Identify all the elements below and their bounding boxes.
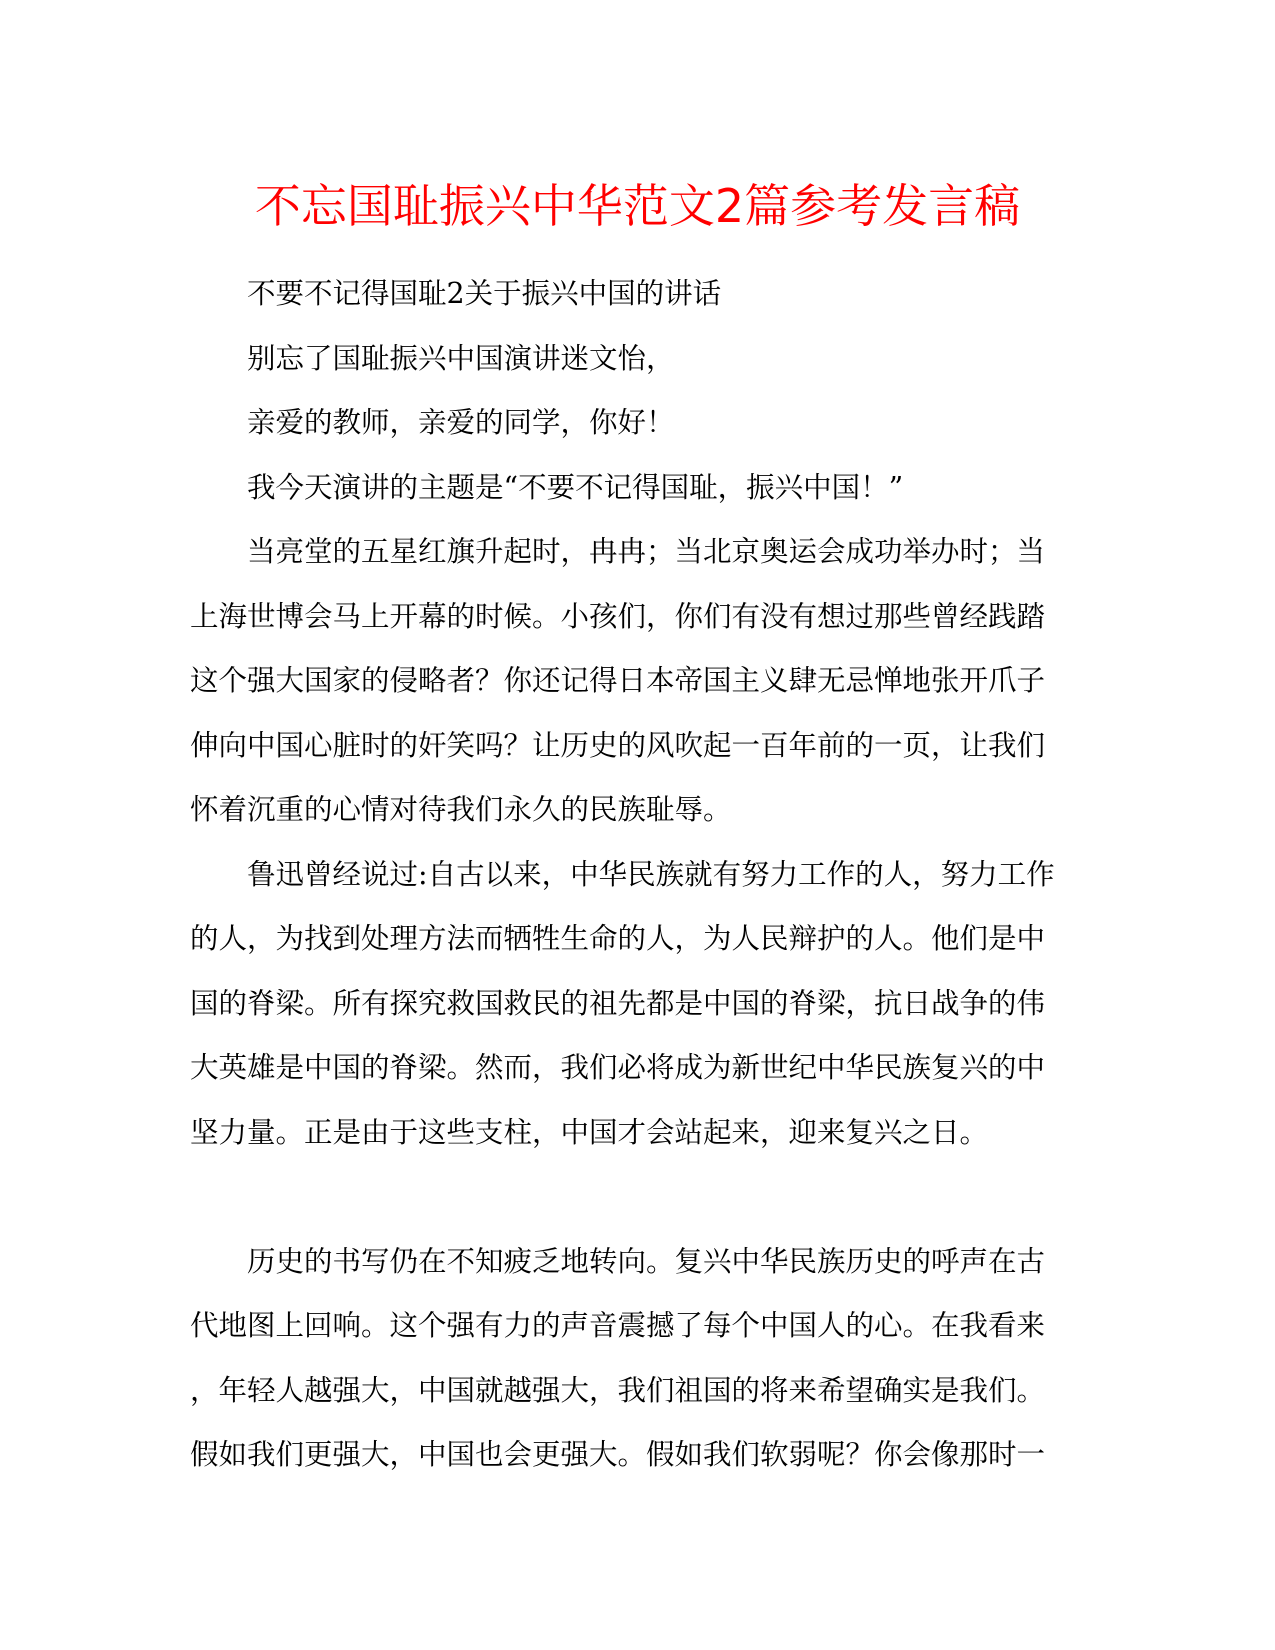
document-title: 不忘国耻振兴中华范文2篇参考发言稿 [254, 179, 1021, 233]
text-line: 大英雄是中国的脊梁。然而，我们必将成为新世纪中华民族复兴的中 [190, 1051, 1046, 1084]
text-line: 的人，为找到处理方法而牺牲生命的人，为人民辩护的人。他们是中 [190, 922, 1046, 955]
text-line: ，年轻人越强大，中国就越强大，我们祖国的将来希望确实是我们。 [190, 1373, 1046, 1407]
text-line: 不要不记得国耻2关于振兴中国的讲话 [247, 277, 722, 310]
paragraph [190, 391, 1090, 456]
paragraph [190, 843, 1090, 1166]
text-line: 鲁迅曾经说过:自古以来，中华民族就有努力工作的人，努力工作 [247, 857, 1055, 891]
paragraph [190, 520, 1090, 843]
text-line: 坚力量。正是由于这些支柱，中国才会站起来，迎来复兴之日。 [190, 1115, 989, 1149]
paragraph [190, 456, 1090, 521]
paragraph [190, 262, 1090, 327]
text-line: 历史的书写仍在不知疲乏地转向。复兴中华民族历史的呼声在古 [247, 1244, 1046, 1278]
text-line: 伸向中国心脏时的奸笑吗？让历史的风吹起一百年前的一页，让我们 [190, 728, 1046, 762]
text-line: 当亮堂的五星红旗升起时，冉冉；当北京奥运会成功举办时；当 [247, 535, 1046, 568]
text-line: 别忘了国耻振兴中国演讲迷文怡， [247, 341, 675, 375]
text-line: 我今天演讲的主题是“不要不记得国耻，振兴中国！” [247, 470, 904, 504]
text-line: 这个强大国家的侵略者？你还记得日本帝国主义肆无忌惮地张开爪子 [190, 664, 1046, 697]
text-line: 代地图上回响。这个强有力的声音震撼了每个中国人的心。在我看来 [190, 1309, 1046, 1342]
text-line: 亲爱的教师，亲爱的同学，你好！ [247, 406, 675, 439]
text-line: 上海世博会马上开幕的时候。小孩们，你们有没有想过那些曾经践踏 [190, 599, 1046, 633]
text-line: 假如我们更强大，中国也会更强大。假如我们软弱呢？你会像那时一 [190, 1438, 1046, 1471]
paragraph-gap [190, 1165, 1090, 1230]
paragraph [190, 1230, 1090, 1488]
paragraph [190, 327, 1090, 392]
text-line: 怀着沉重的心情对待我们永久的民族耻辱。 [190, 793, 732, 826]
text-line: 国的脊梁。所有探究救国救民的祖先都是中国的脊梁，抗日战争的伟 [190, 986, 1046, 1020]
document-body [190, 262, 1090, 1488]
